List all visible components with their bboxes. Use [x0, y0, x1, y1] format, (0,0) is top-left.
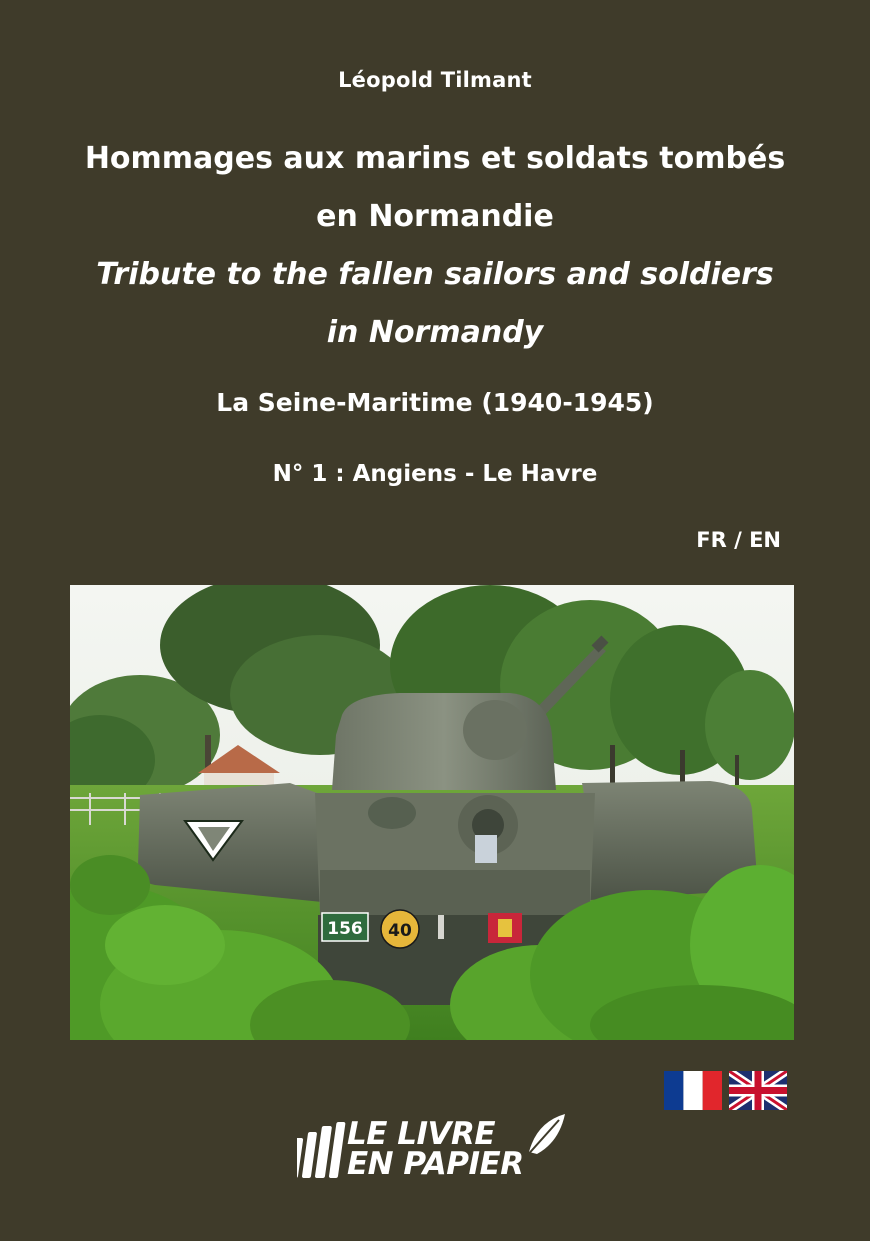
cover-photo-tank-memorial: [70, 585, 794, 1040]
title-french-line-2: en Normandie: [316, 199, 554, 234]
title-french-line-1: Hommages aux marins et soldats tombés: [84, 141, 786, 176]
uk-flag-icon: [729, 1071, 787, 1110]
author-name: Léopold Tilmant: [338, 68, 532, 92]
title-english-line-2: in Normandy: [326, 315, 544, 350]
publisher-logo: [297, 1112, 572, 1184]
title-english-line-1: Tribute to the fallen sailors and soldiers: [96, 257, 774, 292]
france-flag-icon: [664, 1071, 722, 1110]
title-block: [0, 130, 870, 362]
publisher-name-line-1: LE LIVRE: [347, 1116, 496, 1152]
publisher-name-line-2: EN PAPIER: [347, 1146, 524, 1182]
subtitle: La Seine-Maritime (1940-1945): [216, 388, 654, 417]
language-label: FR / EN: [696, 528, 781, 552]
tank-bridge-class-plate: 40: [388, 921, 412, 941]
tank-plate-number: 156: [327, 919, 363, 939]
volume-label: N° 1 : Angiens - Le Havre: [272, 461, 598, 487]
